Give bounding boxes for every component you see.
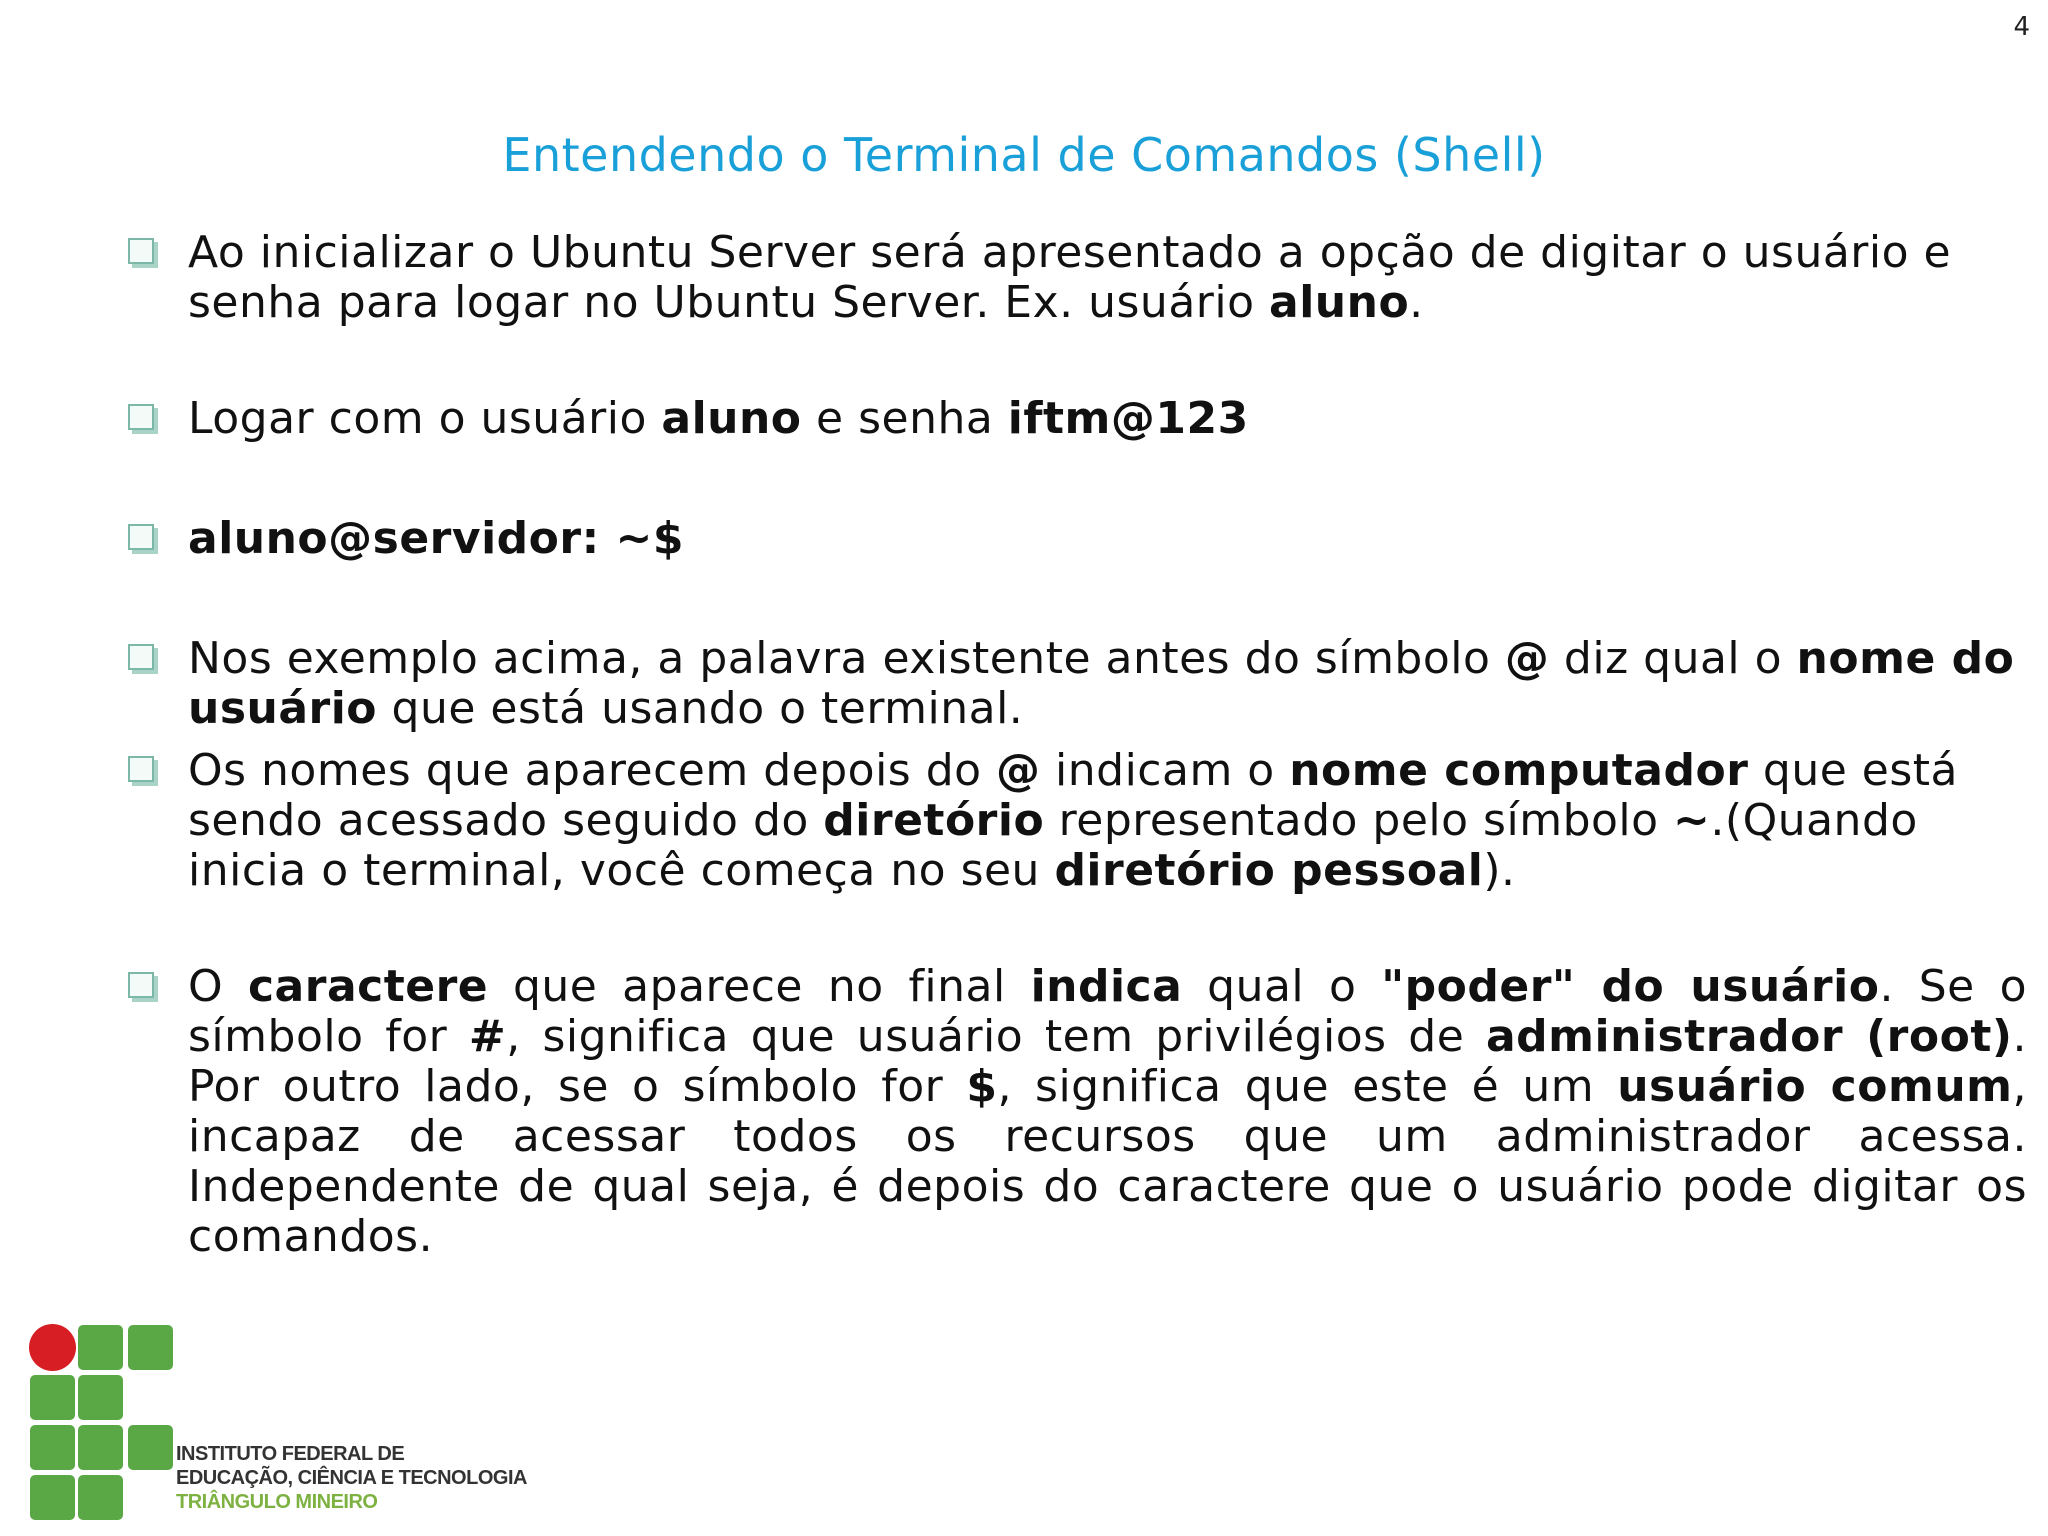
bullet-text: Os nomes que aparecem depois do — [188, 745, 997, 796]
bullet-text: representado pelo símbolo — [1044, 795, 1674, 846]
bullet-bold-text: administrador (root) — [1485, 1011, 2013, 1062]
logo-square — [78, 1425, 123, 1470]
logo-text — [176, 1442, 527, 1514]
bullet-bold-text: # — [468, 1011, 507, 1062]
bullet-bold-text: "poder" do usuário — [1381, 961, 1880, 1012]
slide-title: Entendendo o Terminal de Comandos (Shell) — [502, 128, 1546, 182]
bullet-text: , significa que este é um — [997, 1061, 1618, 1112]
bullet-text: . — [1409, 277, 1424, 328]
bullet-text: indicam o — [1040, 745, 1290, 796]
checkbox-bullet-icon — [128, 404, 154, 430]
logo-square — [30, 1425, 75, 1470]
bullet-bold-text: aluno — [1269, 277, 1410, 328]
logo-line-2: EDUCAÇÃO, CIÊNCIA E TECNOLOGIA — [176, 1467, 527, 1489]
slide-number: 4 — [2013, 12, 2030, 42]
bullet-text: que está sendo acessado seguido do — [188, 745, 1958, 846]
bullet-login-credentials — [122, 394, 2027, 444]
bullet-text: diz qual o — [1549, 633, 1797, 684]
bullet-bold-text: @ — [1504, 633, 1550, 684]
bullet-text: Ao inicializar o Ubuntu Server será apresentado a opção de digitar o usuário e senha para logar no Ubuntu Server. Ex. usuário — [188, 227, 1952, 328]
bullet-bold-text: diretório — [823, 795, 1045, 846]
bullet-text: Logar com o usuário — [188, 393, 662, 444]
bullet-text: que aparece no final — [488, 961, 1031, 1012]
bullet-username-explanation — [122, 634, 2027, 734]
logo-square — [30, 1375, 75, 1420]
checkbox-bullet-icon — [128, 972, 154, 998]
bullet-text: qual o — [1182, 961, 1382, 1012]
bullet-bold-text: nome computador — [1289, 745, 1749, 796]
bullet-bold-text: diretório pessoal — [1054, 845, 1484, 896]
bullet-prompt-example — [122, 514, 2027, 564]
bullet-login-intro — [122, 228, 2027, 328]
logo-grid-icon — [28, 1324, 178, 1524]
checkbox-bullet-icon — [128, 524, 154, 550]
bullet-bold-text: aluno@servidor: ~$ — [188, 513, 684, 564]
bullet-text: O — [188, 961, 248, 1012]
bullet-text: Nos exemplo acima, a palavra existente antes do símbolo — [188, 633, 1505, 684]
logo-square — [78, 1375, 123, 1420]
bullet-list — [122, 228, 2027, 1262]
bullet-bold-text: caractere — [247, 961, 489, 1012]
bullet-bold-text: @ — [996, 745, 1041, 796]
bullet-bold-text: indica — [1030, 961, 1183, 1012]
institution-logo — [28, 1324, 548, 1524]
bullet-bold-text: iftm@123 — [1007, 393, 1249, 444]
bullet-text: e senha — [801, 393, 1008, 444]
bullet-text: . Por outro lado, se o símbolo for — [188, 1011, 2027, 1112]
logo-square — [30, 1475, 75, 1520]
bullet-bold-text: usuário comum — [1617, 1061, 2013, 1112]
checkbox-bullet-icon — [128, 644, 154, 670]
checkbox-bullet-icon — [128, 756, 154, 782]
logo-square — [78, 1475, 123, 1520]
logo-square — [128, 1425, 173, 1470]
bullet-hostname-explanation — [122, 746, 2027, 896]
bullet-bold-text: aluno — [661, 393, 802, 444]
logo-line-1: INSTITUTO FEDERAL DE — [176, 1443, 405, 1465]
bullet-user-power-explanation — [122, 962, 2027, 1262]
bullet-text: .(Quando inicia o terminal, você começa no seu — [188, 795, 1918, 896]
logo-red-circle — [29, 1324, 76, 1371]
bullet-text: ). — [1483, 845, 1516, 896]
bullet-text: que está usando o terminal. — [377, 683, 1024, 734]
logo-line-3: TRIÂNGULO MINEIRO — [176, 1491, 378, 1513]
bullet-bold-text: nome do usuário — [188, 633, 2015, 734]
checkbox-bullet-icon — [128, 238, 154, 264]
bullet-bold-text: ~ — [1673, 795, 1711, 846]
bullet-text: . Se o símbolo for — [188, 961, 2027, 1062]
logo-square — [78, 1325, 123, 1370]
bullet-text: , significa que usuário tem privilégios de — [506, 1011, 1486, 1062]
bullet-text: , incapaz de acessar todos os recursos que um administrador acessa. Independente de qual seja, é depois do caractere que o usuário pode digitar os comandos. — [188, 1061, 2028, 1262]
bullet-bold-text: $ — [966, 1061, 998, 1112]
logo-square — [128, 1325, 173, 1370]
